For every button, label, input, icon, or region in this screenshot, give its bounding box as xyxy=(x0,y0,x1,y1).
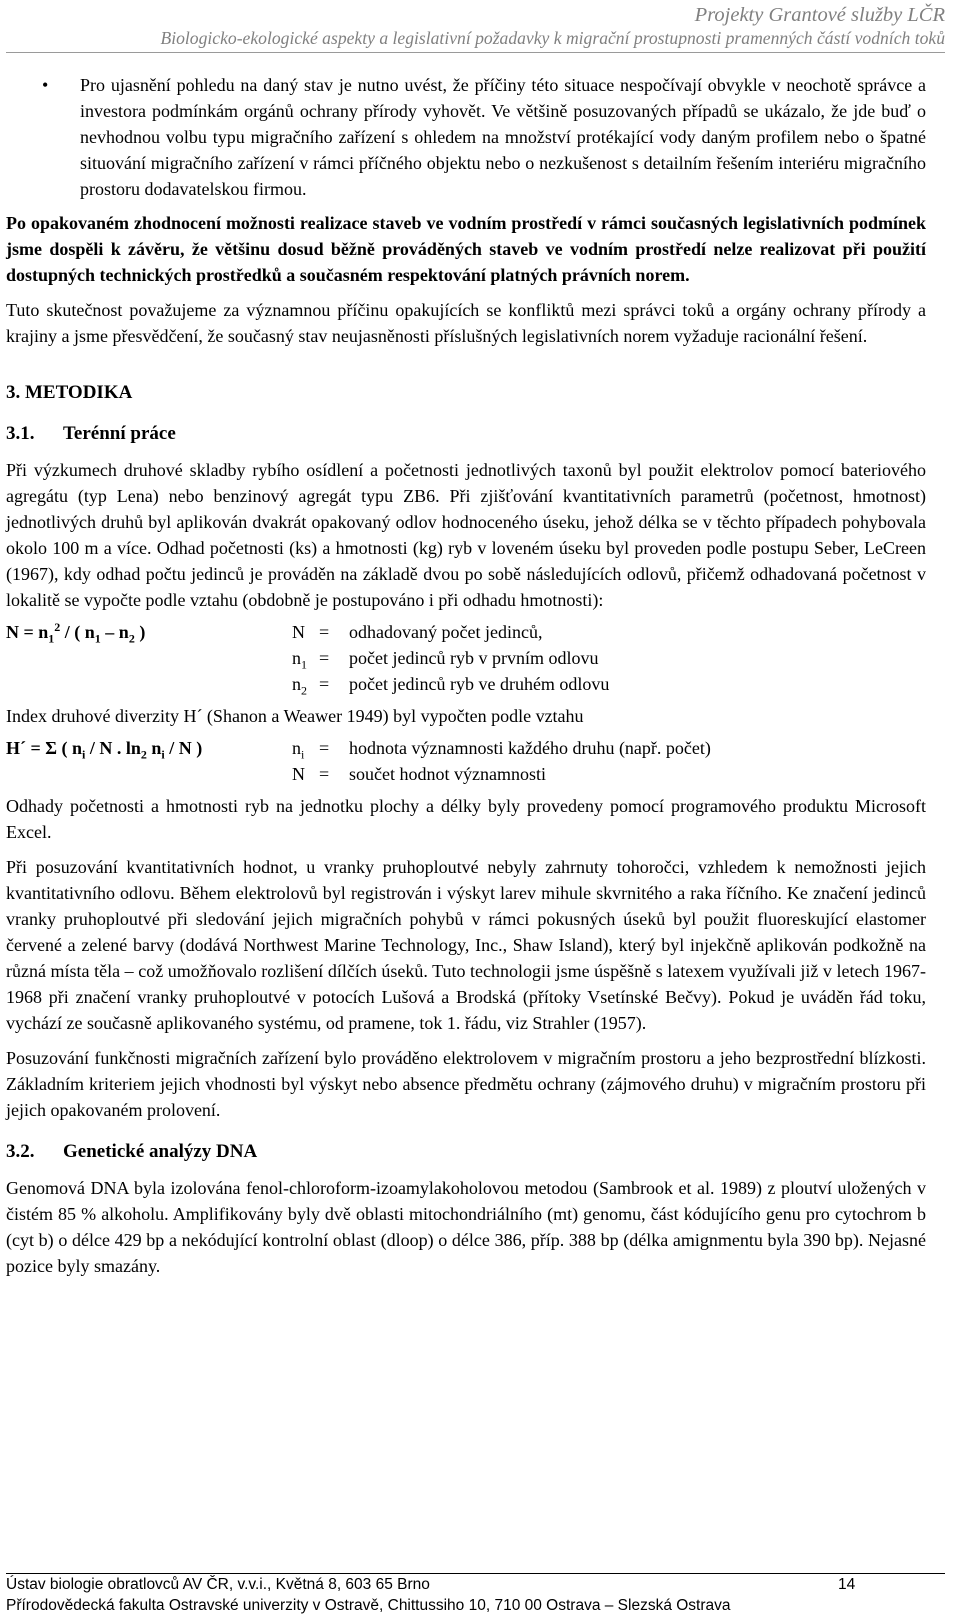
equals-sign: = xyxy=(319,764,330,784)
document-body xyxy=(6,72,926,1279)
variable-symbol: N xyxy=(292,764,305,784)
footer-faculty-address: Přírodovědecká fakulta Ostravské univerzity v Ostravě, Chittussiho 10, 710 00 Ostrava – Slezská Ostrava xyxy=(6,1597,731,1614)
section-number: 3.2. xyxy=(6,1141,35,1162)
section-title: Terénní práce xyxy=(63,423,176,444)
migration-function-paragraph: Posuzování funkčnosti migračních zařízení bylo prováděno elektrolovem v migračním prostoru a jeho bezprostřední blízkosti. Základním kriteriem jejich vhodnosti byl výskyt nebo absence předmětu ochrany (zájmového druhu) v migračním prostoru při jejich opakovaném prolovení. xyxy=(6,1048,926,1120)
bullet-paragraph xyxy=(6,72,926,202)
conclusion-bold-paragraph: Po opakovaném zhodnocení možnosti realizace staveb ve vodním prostředí v rámci současných legislativních podmínek jsme dospěli k závěru, že většinu dosud běžně prováděných staveb ve vodním prostředí nelze realizovat při použití dostupných technických prostředků a současném respektování platných právních norem. xyxy=(6,213,926,285)
header-document-title: Biologicko-ekologické aspekty a legislativní požadavky k migrační prostupnosti pramenných částí vodních toků xyxy=(160,28,945,48)
variable-definition: součet hodnot významnosti xyxy=(349,764,546,784)
section-heading-geneticke-analyzy xyxy=(6,1137,926,1167)
conflict-paragraph: Tuto skutečnost považujeme za významnou příčinu opakujících se konfliktů mezi správci toků a orgány ochrany přírody a krajiny a jsme přesvědčení, že současný stav neujasněnosti příslušných legislativních norem vyžaduje racionální řešení. xyxy=(6,300,926,346)
equals-sign: = xyxy=(319,622,330,642)
variable-symbol: $n_2$ xyxy=(292,674,307,698)
section-heading-terenni-prace xyxy=(6,419,926,449)
formula-expression: H´ = Σ ( $n_i$ / N . $\ln_2 n_i$ / N ) xyxy=(6,738,203,762)
footer-rule xyxy=(6,1573,945,1574)
excel-paragraph: Odhady početnosti a hmotnosti ryb na jednotku plochy a délky byly provedeny pomocí programového produktu Microsoft Excel. xyxy=(6,796,926,842)
section-heading-metodika: 3. METODIKA xyxy=(6,382,133,403)
variable-definition: počet jedinců ryb ve druhém odlovu xyxy=(349,674,610,694)
formula-row xyxy=(6,645,926,671)
header-project-title: Projekty Grantové služby LČR xyxy=(694,4,945,26)
bullet-text: Pro ujasnění pohledu na daný stav je nutno uvést, že příčiny této situace nespočívají obvykle v neochotě správce a investora podmínkám orgánů ochrany přírody vyhovět. Ve většině posuzovaných případů se ukázalo, že jde buď o nevhodnou volbu typu migračního zařízení s ohledem na množství protékající vody daným profilem nebo o špatné situování migračního zařízení v rámci příčného objektu nebo o nezkušenost s detailním řešením interiéru migračního prostoru dodavatelskou firmou. xyxy=(80,75,926,199)
formula-row xyxy=(6,619,926,645)
diversity-index-paragraph: Index druhové diverzity H´ (Shanon a Weawer 1949) byl vypočten podle vztahu xyxy=(6,706,584,726)
formula-row xyxy=(6,671,926,697)
variable-definition: odhadovaný počet jedinců, xyxy=(349,622,543,642)
variable-symbol: $n_i$ xyxy=(292,738,305,762)
marking-paragraph: Při posuzování kvantitativních hodnot, u vranky pruhoploutvé nebyly zahrnuty tohoročci, vzhledem k nemožnosti jejich kvantitativního odlovu. Během elektrolovů byl registrován i výskyt larev mihule skvrnitého a raka říčního. Ke značení jedinců vranky pruhoploutvé při sledování jejich migračních pohybů v rámci pokusných úseků byl použit fluoreskující elastomer červené a zelené barvy (dodává Northwest Marine Technology, Inc., Shaw Island), který byl injekčně aplikován podkožně na různá místa těla – což umožňovalo rozlišení dílčích úseků. Tuto technologii jsme úspěšně s latexem využívali již v letech 1967-1968 při značení vranky pruhoploutvé v potocích Lušová a Brodská (přítoky Vsetínské Bečvy). Pokud je uváděn řád toku, vychází ze současně aplikovaného systému, od pramene, tok 1. řádu, viz Strahler (1957). xyxy=(6,857,926,1033)
equals-sign: = xyxy=(319,648,330,668)
formula-row xyxy=(6,761,926,787)
section-title: Genetické analýzy DNA xyxy=(63,1141,258,1162)
field-work-paragraph: Při výzkumech druhové skladby rybího osídlení a početnosti jednotlivých taxonů byl použit elektrolov pomocí bateriového agregátu (typ Lena) nebo benzinový agregát typu ZB6. Při zjišťování kvantitativních parametrů (početnost, hmotnost) jednotlivých druhů byl aplikován dvakrát opakovaný odlov hodnoceného úseku, jehož délka se v těchto případech pohybovala okolo 100 m a více. Odhad početnosti (ks) a hmotnosti (kg) ryb v loveném úseku byl proveden podle postupu Seber, LeCreen (1967), kdy odhad počtu jedinců je prováděn na základě dvou po sobě následujících odlovů, přičemž odhadovaná početnost v lokalitě se vypočte podle vztahu (obdobně je postupováno i při odhadu hmotnosti): xyxy=(6,460,926,610)
variable-definition: počet jedinců ryb v prvním odlovu xyxy=(349,648,599,668)
footer-institute-address: Ústav biologie obratlovců AV ČR, v.v.i., Květná 8, 603 65 Brno xyxy=(6,1576,430,1593)
dna-paragraph: Genomová DNA byla izolována fenol-chloroform-izoamylakoholovou metodou (Sambrook et al. 1989) z ploutví uložených v čistém 85 % alkoholu. Amplifikovány byly dvě oblasti mitochondriálního (mt) genomu, část kódujícího genu pro cytochrom b (cyt b) o délce 429 bp a nekódující kontrolní oblast (dloop) o délce 386, příp. 388 bp (délka amignmentu byla 390 bp). Nejasné pozice byly smazány. xyxy=(6,1178,926,1276)
formula-expression: $N = n_1^2$ / ( $n_1 - n_2$ ) xyxy=(6,620,146,646)
bullet-dot: • xyxy=(42,75,49,95)
formula-row xyxy=(6,735,926,761)
equals-sign: = xyxy=(319,674,330,694)
page-number: 14 xyxy=(838,1576,856,1593)
formula-population-estimate xyxy=(6,619,926,697)
variable-definition: hodnota významnosti každého druhu (např. počet) xyxy=(349,738,711,758)
equals-sign: = xyxy=(319,738,330,758)
variable-symbol: $n_1$ xyxy=(292,648,307,672)
variable-symbol: N xyxy=(292,622,305,642)
formula-diversity-index xyxy=(6,735,926,787)
section-number: 3.1. xyxy=(6,423,35,444)
header-rule xyxy=(6,52,945,53)
